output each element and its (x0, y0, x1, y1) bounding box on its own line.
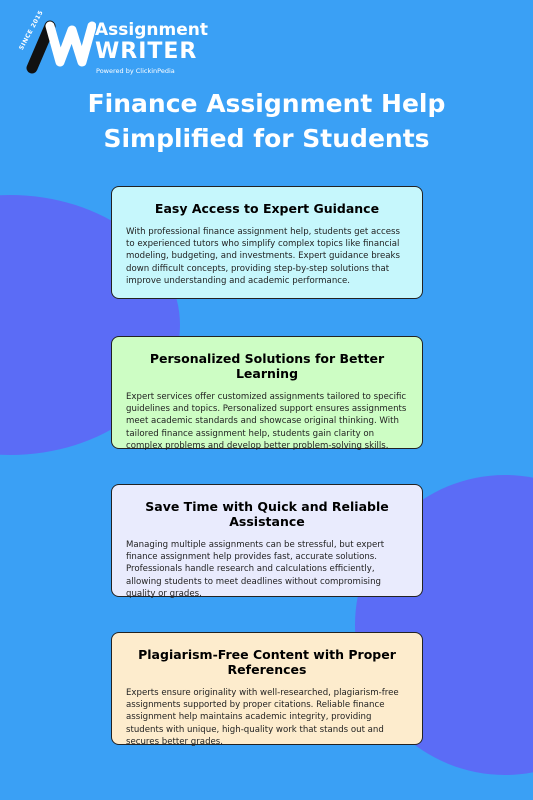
card-body: Expert services offer customized assignments tailored to specific guidelines and topics. Personalized support ensures assignments meet academic standards and showcase original thinking. With tailored finance assignment help, students gain clarity on complex problems and develop better problem-solving skills. (126, 392, 407, 451)
page-title-line-2: Simplified for Students (103, 124, 430, 153)
page-title-line-1: Finance Assignment Help (87, 89, 446, 118)
card-save-time (111, 484, 423, 597)
logo-powered-by: Powered by ClickinPedia (96, 67, 175, 75)
card-expert-guidance (111, 186, 423, 299)
logo-line-writer: WRITER (95, 39, 198, 64)
page-title (0, 86, 533, 156)
card-heading: Plagiarism-Free Content with Proper References (138, 647, 396, 677)
card-heading: Personalized Solutions for Better Learning (149, 351, 385, 381)
card-heading: Easy Access to Expert Guidance (154, 201, 380, 216)
card-body: Experts ensure originality with well-researched, plagiarism-free assignments supported by proper citations. Reliable finance assignment help maintains academic integrity, providing students with unique, high-quality work that stands out and secures better grades. (126, 688, 399, 747)
logo-line-assignment: Assignment (95, 20, 208, 40)
card-heading: Save Time with Quick and Reliable Assistance (145, 499, 389, 529)
card-body: With professional finance assignment help, students get access to experienced tutors who simplify complex topics like financial modeling, budgeting, and investments. Expert guidance breaks down difficult concepts, providing step-by-step solutions that improve understanding and academic performance. (126, 227, 401, 286)
card-plagiarism-free (111, 632, 423, 745)
card-body: Managing multiple assignments can be stressful, but expert finance assignment help provides fast, accurate solutions. Professionals handle research and calculations efficiently, allowing students to meet deadlines without compromising quality or grades. (126, 540, 385, 599)
card-personalized-solutions (111, 336, 423, 449)
brand-logo[interactable] (18, 9, 220, 78)
logo-since-label: SINCE 2015 (18, 9, 45, 52)
